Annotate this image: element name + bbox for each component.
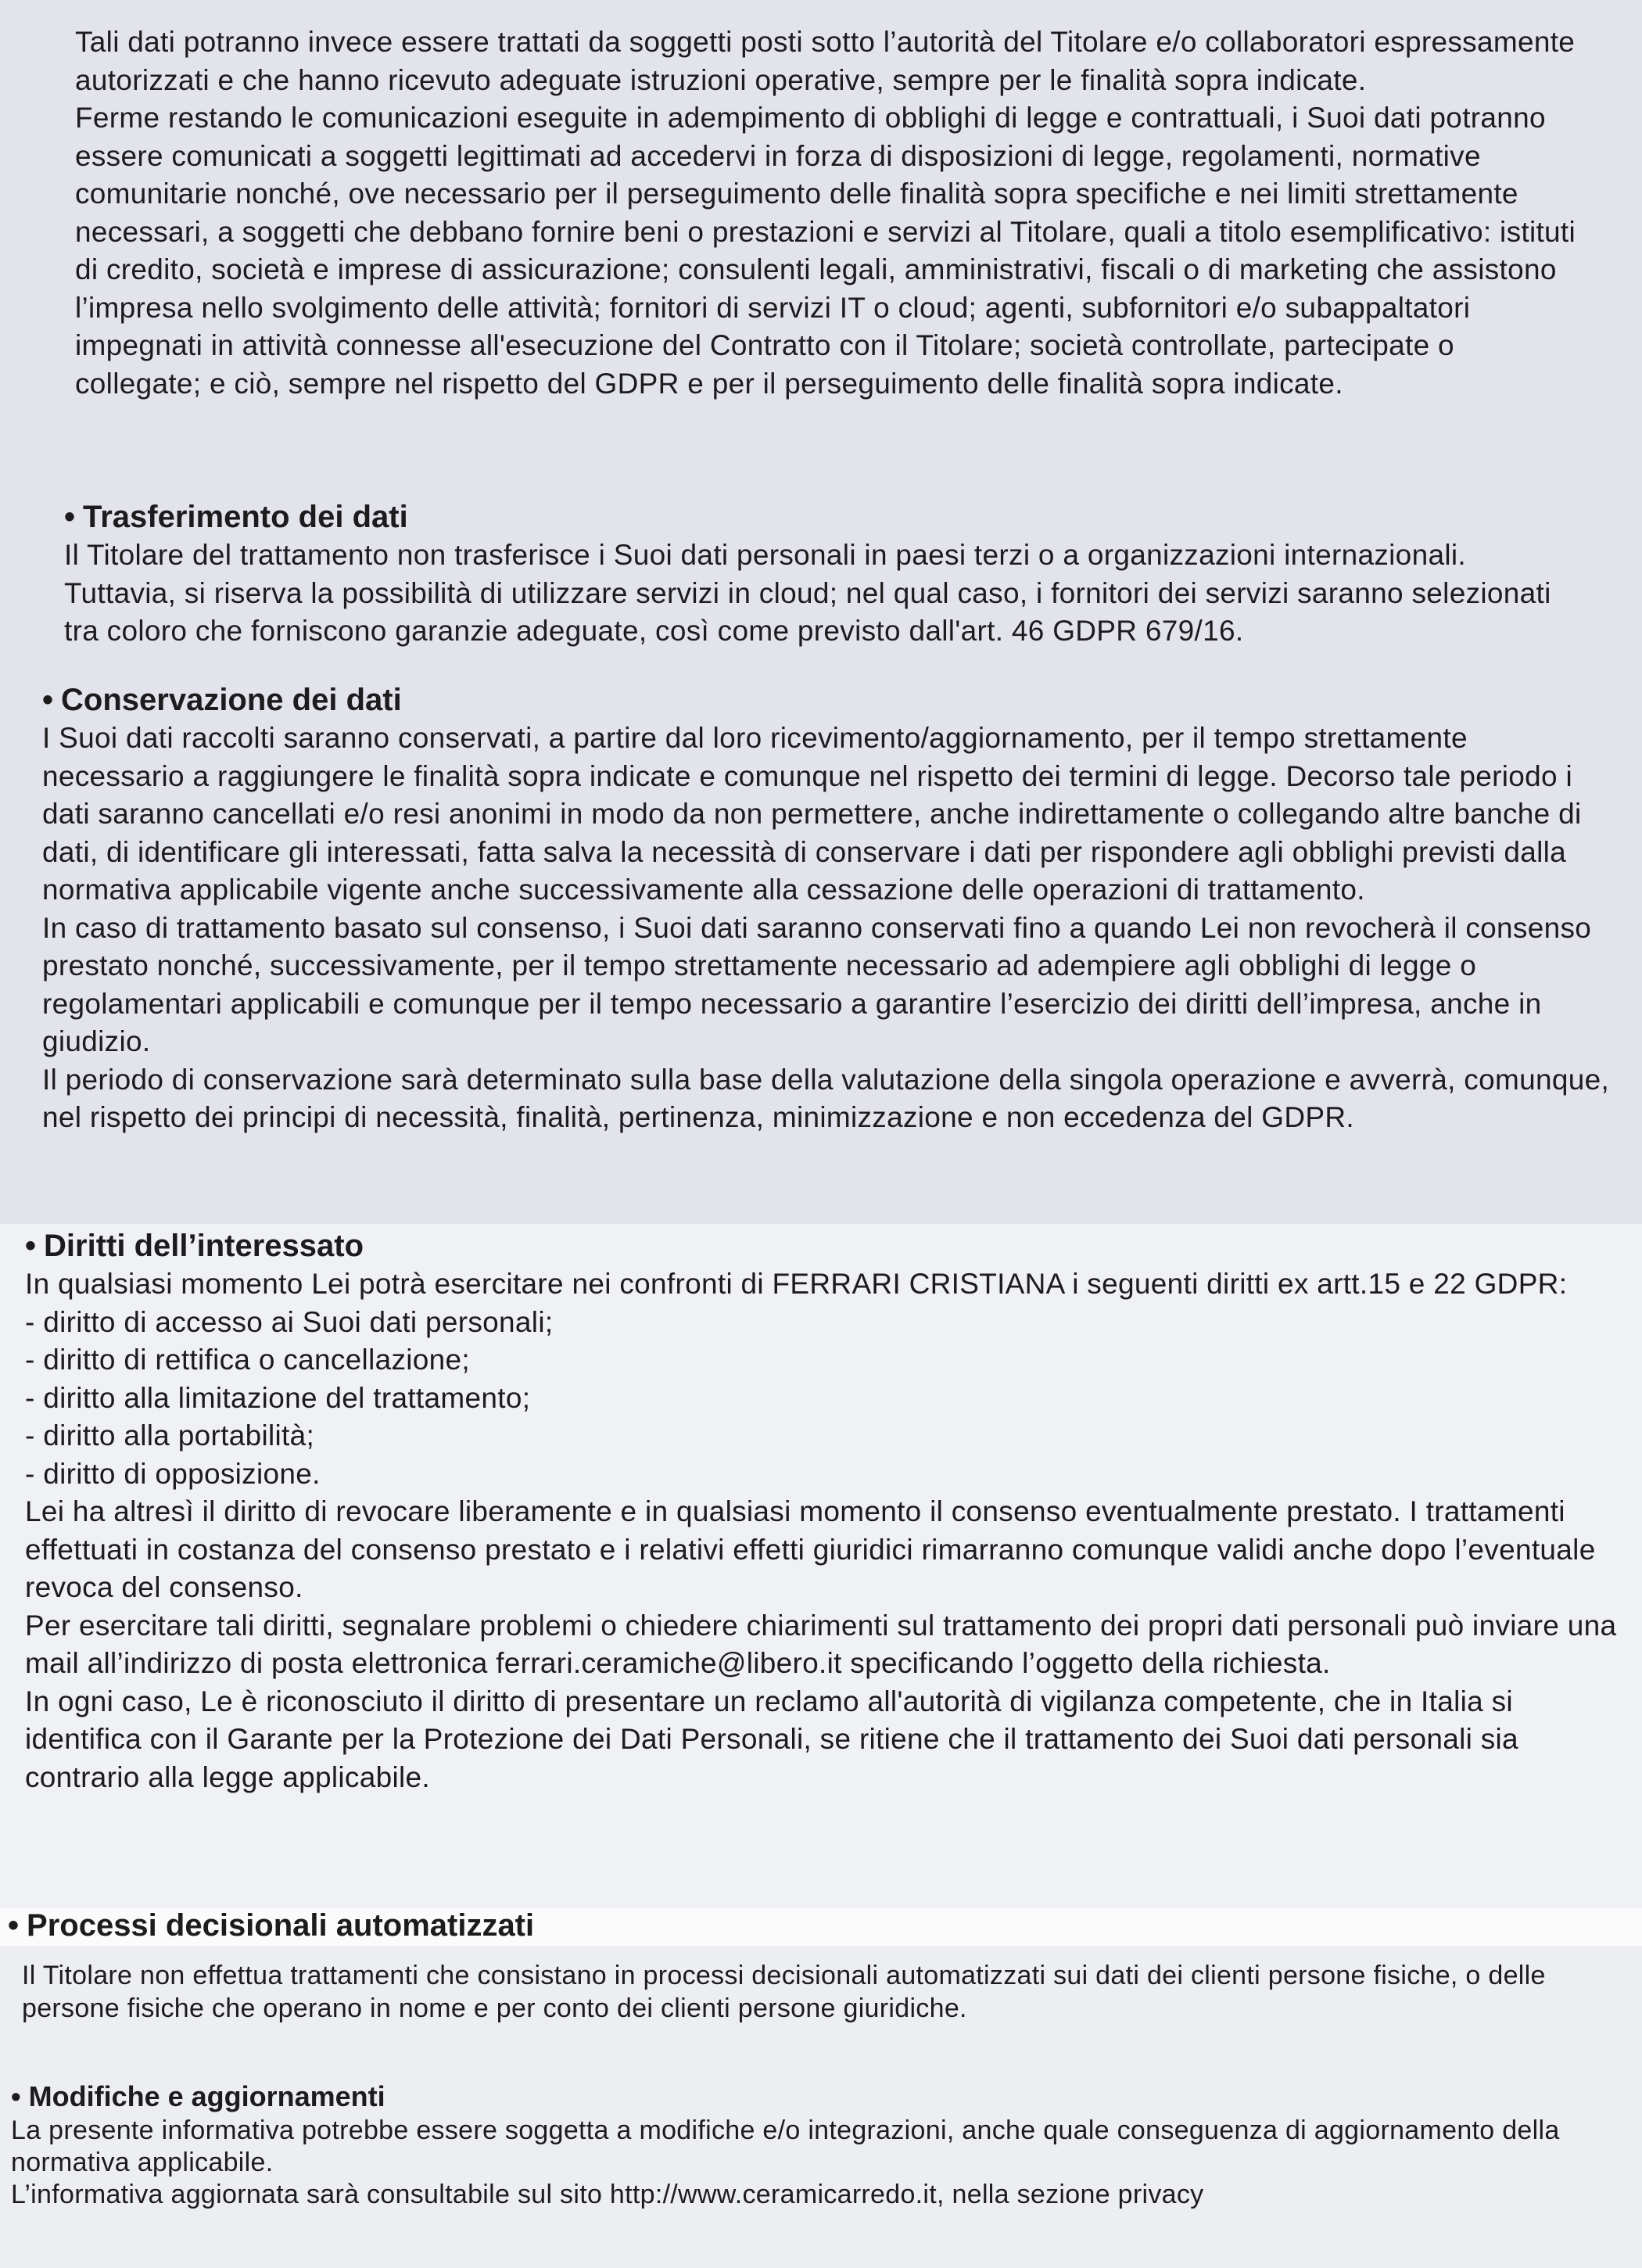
rights-paragraph: In ogni caso, Le è riconosciuto il diritto di presentare un reclamo all'autorità di vigilanza competente, che in Italia si identifica con il Garante per la Protezione dei Dati Personali, se ritiene che il trattamento dei Suoi dati personali sia contrario alla legge applicabile.	[25, 1685, 1518, 1793]
bullet: •	[42, 683, 54, 717]
automated-section	[22, 1959, 1633, 2025]
section-heading-transfer	[64, 497, 1581, 536]
transfer-section	[64, 497, 1581, 651]
transfer-paragraph: Il Titolare del trattamento non trasferisce i Suoi dati personali in paesi terzi o a organizzazioni internazionali. Tuttavia, si riserva la possibilità di utilizzare servizi in cloud; nel qual caso, i fornitori dei servizi saranno selezionati tra coloro che forniscono garanzie adeguate, così come previsto dall'art. 46 GDPR 679/16.	[64, 539, 1551, 647]
section-heading-text: Trasferimento dei dati	[83, 500, 408, 534]
bullet: •	[8, 1908, 20, 1943]
changes-section	[11, 2079, 1637, 2211]
rights-paragraph: Per esercitare tali diritti, segnalare problemi o chiedere chiarimenti sul trattamento dei propri dati personali può inviare una mail all’indirizzo di posta elettronica ferrari.ceramiche@libero.it specificando l’oggetto della richiesta.	[25, 1609, 1617, 1679]
section-heading-rights	[25, 1226, 1636, 1265]
bullet: •	[64, 500, 76, 534]
changes-paragraph: L’informativa aggiornata sarà consultabile sul sito http://www.ceramicarredo.it, nella sezione privacy	[11, 2180, 1204, 2209]
rights-list-item: - diritto di accesso ai Suoi dati personali;	[25, 1305, 554, 1338]
section-heading-text: Modifiche e aggiornamenti	[28, 2080, 385, 2112]
changes-paragraph: La presente informativa potrebbe essere soggetta a modifiche e/o integrazioni, anche quale conseguenza di aggiornamento della normativa applicabile.	[11, 2115, 1560, 2177]
rights-list	[25, 1304, 1636, 1494]
intro-section	[75, 23, 1584, 403]
rights-intro-paragraph: In qualsiasi momento Lei potrà esercitare nei confronti di FERRARI CRISTIANA i seguenti diritti ex artt.15 e 22 GDPR:	[25, 1268, 1568, 1300]
section-heading-text: Processi decisionali automatizzati	[27, 1908, 535, 1943]
section-heading-text: Conservazione dei dati	[61, 683, 402, 717]
rights-section	[25, 1226, 1636, 1796]
section-heading-automated	[8, 1906, 1102, 1945]
rights-paragraph: Lei ha altresì il diritto di revocare liberamente e in qualsiasi momento il consenso eventualmente prestato. I trattamenti effettuati in costanza del consenso prestato e i relativi effetti giuridici rimarranno comunque validi anche dopo l’eventuale revoca del consenso.	[25, 1495, 1596, 1603]
section-heading-conservation	[42, 680, 1614, 720]
rights-list-item: - diritto di opposizione.	[25, 1457, 321, 1490]
conservation-paragraph: In caso di trattamento basato sul consenso, i Suoi dati saranno conservati fino a quando Lei non revocherà il consenso prestato nonché, successivamente, per il tempo strettamente necessario ad adempiere agli obblighi di legge o regolamentari applicabili e comunque per il tempo necessario a garantire l’esercizio dei diritti dell’impresa, anche in giudizio.	[42, 911, 1592, 1057]
conservation-paragraph: Il periodo di conservazione sarà determinato sulla base della valutazione della singola operazione e avverrà, comunque, nel rispetto dei principi di necessità, finalità, pertinenza, minimizzazione e non eccedenza del GDPR.	[42, 1063, 1610, 1133]
section-heading-changes	[11, 2079, 1637, 2115]
rights-list-item: - diritto alla portabilità;	[25, 1419, 315, 1452]
bullet: •	[11, 2080, 21, 2112]
bullet: •	[25, 1229, 37, 1263]
intro-paragraph: Ferme restando le comunicazioni eseguite in adempimento di obblighi di legge e contrattuali, i Suoi dati potranno essere comunicati a soggetti legittimati ad accedervi in forza di disposizioni di legge, regolamenti, normative comunitarie nonché, ove necessario per il perseguimento delle finalità sopra specifiche e nei limiti strettamente necessari, a soggetti che debbano fornire beni o prestazioni e servizi al Titolare, quali a titolo esemplificativo: istituti di credito, società e imprese di assicurazione; consulenti legali, amministrativi, fiscali o di marketing che assistono l’impresa nello svolgimento delle attività; fornitori di servizi IT o cloud; agenti, subfornitori e/o subappaltatori impegnati in attività connesse all'esecuzione del Contratto con il Titolare; società controllate, partecipate o collegate; e ciò, sempre nel rispetto del GDPR e per il perseguimento delle finalità sopra indicate.	[75, 102, 1576, 400]
section-heading-text: Diritti dell’interessato	[44, 1229, 364, 1263]
conservation-paragraph: I Suoi dati raccolti saranno conservati, a partire dal loro ricevimento/aggiornamento, per il tempo strettamente necessario a raggiungere le finalità sopra indicate e comunque nel rispetto dei termini di legge. Decorso tale periodo i dati saranno cancellati e/o resi anonimi in modo da non permettere, anche indirettamente o collegando altre banche di dati, di identificare gli interessati, fatta salva la necessità di conservare i dati per rispondere agli obblighi previsti dalla normativa applicabile vigente anche successivamente alla cessazione delle operazioni di trattamento.	[42, 722, 1582, 906]
rights-list-item: - diritto alla limitazione del trattamento;	[25, 1381, 531, 1414]
rights-list-item: - diritto di rettifica o cancellazione;	[25, 1344, 471, 1376]
automated-paragraph: Il Titolare non effettua trattamenti che consistano in processi decisionali automatizzati sui dati dei clienti persone fisiche, o delle persone fisiche che operano in nome e per conto dei clienti persone giuridiche.	[22, 1961, 1546, 2023]
conservation-section	[42, 680, 1614, 1137]
intro-paragraph: Tali dati potranno invece essere trattati da soggetti posti sotto l’autorità del Titolare e/o collaboratori espressamente autorizzati e che hanno ricevuto adeguate istruzioni operative, sempre per le finalità sopra indicate.	[75, 26, 1576, 96]
